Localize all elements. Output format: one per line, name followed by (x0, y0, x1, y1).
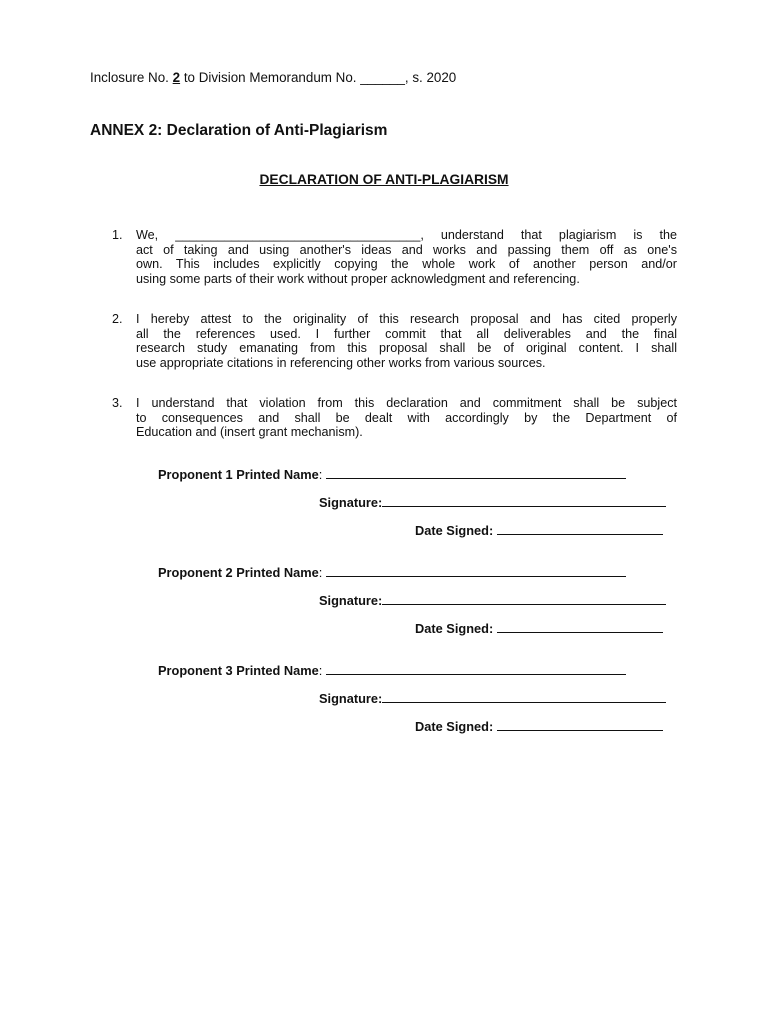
label-colon: : (318, 565, 323, 580)
proponent-1-name-field (158, 466, 626, 482)
date-signed-label: Date Signed: (415, 719, 494, 734)
proponent-3-date-field (415, 718, 663, 734)
item-line: act of taking and using another's ideas and works and passing them off as one's (136, 242, 677, 257)
document-title: DECLARATION OF ANTI-PLAGIARISM (259, 172, 509, 187)
proponent-2-date-field (415, 620, 663, 636)
inclosure-suffix: to Division Memorandum No. ______, s. 2020 (183, 70, 457, 85)
declaration-item-3 (112, 396, 677, 440)
label-colon: : (318, 663, 323, 678)
date-blank-line[interactable] (497, 718, 663, 731)
date-blank-line[interactable] (497, 620, 663, 633)
date-blank-line[interactable] (497, 522, 663, 535)
proponent-1-signature-field (319, 494, 666, 510)
item-line: all the references used. I further commit that all deliverables and the final (136, 326, 677, 341)
signature-blank-line[interactable] (382, 592, 666, 605)
label-colon: : (318, 467, 323, 482)
proponent-2-name-field (158, 564, 626, 580)
proponent-3-name-field (158, 662, 626, 678)
item-line: Education and (insert grant mechanism). (136, 425, 363, 440)
name-blank-line[interactable] (326, 662, 626, 675)
item-line: use appropriate citations in referencing other works from various sources. (136, 355, 546, 370)
proponent-name-label: Proponent 3 Printed Name (158, 663, 319, 678)
proponent-2-signature-field (319, 592, 666, 608)
inclosure-line (90, 70, 456, 85)
proponent-3-signature-field (319, 690, 666, 706)
proponent-name-label: Proponent 2 Printed Name (158, 565, 319, 580)
declaration-item-1 (112, 228, 677, 286)
annex-title: ANNEX 2: Declaration of Anti-Plagiarism (90, 122, 388, 139)
item-line: I understand that violation from this declaration and commitment shall be subject (136, 396, 677, 410)
item-marker: 1. (112, 228, 123, 242)
item-line: We, ___________________________________, understand that plagiarism is the (136, 228, 677, 242)
item-line: to consequences and shall be dealt with accordingly by the Department of (136, 410, 677, 425)
item-line: own. This includes explicitly copying the whole work of another person and/or (136, 257, 677, 272)
signature-label: Signature: (319, 691, 383, 706)
inclosure-prefix: Inclosure No. (90, 70, 169, 85)
date-signed-label: Date Signed: (415, 523, 494, 538)
signature-label: Signature: (319, 495, 383, 510)
signature-label: Signature: (319, 593, 383, 608)
item-line: research study emanating from this proposal shall be of original content. I shall (136, 341, 677, 356)
name-blank-line[interactable] (326, 564, 626, 577)
signature-blank-line[interactable] (382, 690, 666, 703)
name-blank-line[interactable] (326, 466, 626, 479)
item-marker: 2. (112, 312, 123, 326)
inclosure-number: 2 (172, 70, 181, 85)
proponent-name-label: Proponent 1 Printed Name (158, 467, 319, 482)
item-marker: 3. (112, 396, 123, 410)
signature-blank-line[interactable] (382, 494, 666, 507)
proponent-1-date-field (415, 522, 663, 538)
declaration-item-2 (112, 312, 677, 370)
item-line: I hereby attest to the originality of this research proposal and has cited properly (136, 312, 677, 326)
item-line: using some parts of their work without proper acknowledgment and referencing. (136, 271, 580, 286)
date-signed-label: Date Signed: (415, 621, 494, 636)
